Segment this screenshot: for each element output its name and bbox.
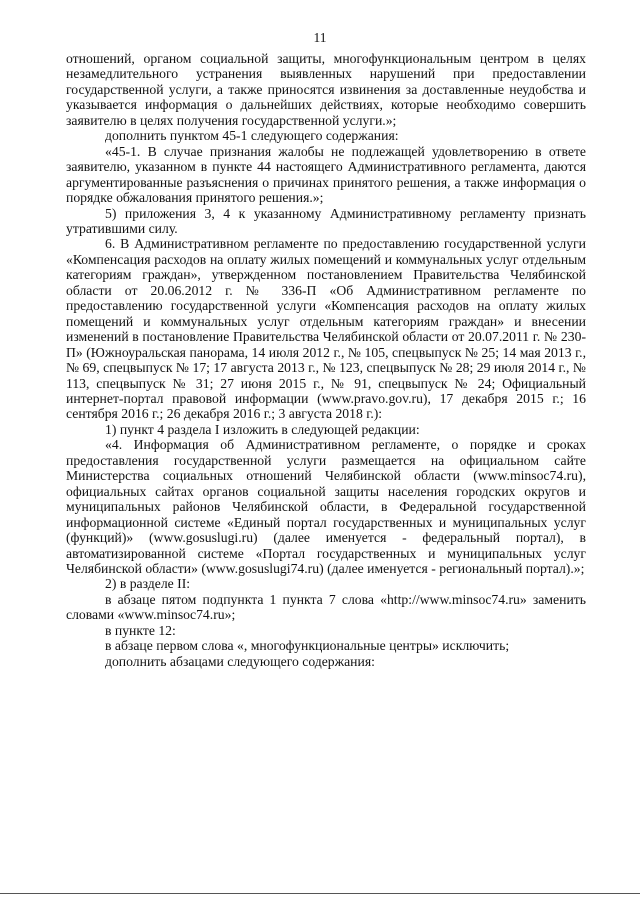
paragraph: «4. Информация об Административном регламенте, о порядке и сроках предоставления государственной услуги размещается на официальном сайте Министерства социальных отношений Челябинской области (www.minsoc74.ru), официальных сайтах органов социальной защиты населения городских округов и муниципальных районов Челябинской области, в Федеральной государственной информационной системе «Единый портал государственных и муниципальных услуг (функций)» (www.gosuslugi.ru) (далее именуется - федеральный портал), в автоматизированной системе «Портал государственных и муниципальных услуг Челябинской области» (www.gosuslugi74.ru) (далее именуется - региональный портал).»;	[66, 437, 586, 576]
paragraph: дополнить пунктом 45-1 следующего содержания:	[105, 128, 399, 144]
paragraph: 2) в разделе II:	[105, 576, 191, 592]
paragraph: отношений, органом социальной защиты, многофункциональным центром в целях незамедлительного устранения выявленных нарушений при предоставлении государственной услуги, а также приносятся извинения за доставленные неудобства и указывается информация о дальнейших действиях, которые необходимо совершить заявителю в целях получения государственной услуги.»;	[66, 51, 586, 128]
paragraph: 5) приложения 3, 4 к указанному Административному регламенту признать утратившими силу.	[66, 205, 586, 236]
page-number: 11	[313, 30, 327, 45]
paragraph: 1) пункт 4 раздела I изложить в следующей редакции:	[105, 421, 420, 437]
paragraph: в пункте 12:	[105, 622, 176, 638]
paragraph: «45-1. В случае признания жалобы не подлежащей удовлетворению в ответе заявителю, указанном в пункте 44 настоящего Административного регламента, даются аргументированные разъяснения о причинах принятого решения, а также информация о порядке обжалования принятого решения.»;	[66, 143, 586, 206]
document-body	[66, 51, 586, 669]
paragraph: дополнить абзацами следующего содержания:	[105, 653, 375, 669]
paragraph: в абзаце пятом подпункта 1 пункта 7 слова «http://www.minsoc74.ru» заменить словами «www.minsoc74.ru»;	[66, 591, 586, 623]
paragraph: 6. В Административном регламенте по предоставлению государственной услуги «Компенсация расходов на оплату жилых помещений и коммунальных услуг отдельным категориям граждан», утвержденном постановлением Правительства Челябинской области от 20.06.2012 г. № 336-П «Об Административном регламенте по предоставлению государственной услуги «Компенсация расходов на оплату жилых помещений и коммунальных услуг отдельным категориям граждан» и внесении изменений в постановление Правительства Челябинской области от 20.07.2011 г. № 230-П» (Южноуральская панорама, 14 июля 2012 г., № 105, спецвыпуск № 25; 14 мая 2013 г., № 69, спецвыпуск № 17; 17 августа 2013 г., № 123, спецвыпуск № 28; 29 июля 2014 г., № 113, спецвыпуск № 31; 27 июня 2015 г., № 91, спецвыпуск № 24; Официальный интернет-портал правовой информации (www.pravo.gov.ru), 17 декабря 2015 г.; 16 сентября 2016 г.; 26 декабря 2016 г.; 3 августа 2018 г.):	[66, 236, 586, 422]
page-bottom-rule	[0, 893, 640, 894]
paragraph: в абзаце первом слова «, многофункциональные центры» исключить;	[105, 638, 510, 654]
